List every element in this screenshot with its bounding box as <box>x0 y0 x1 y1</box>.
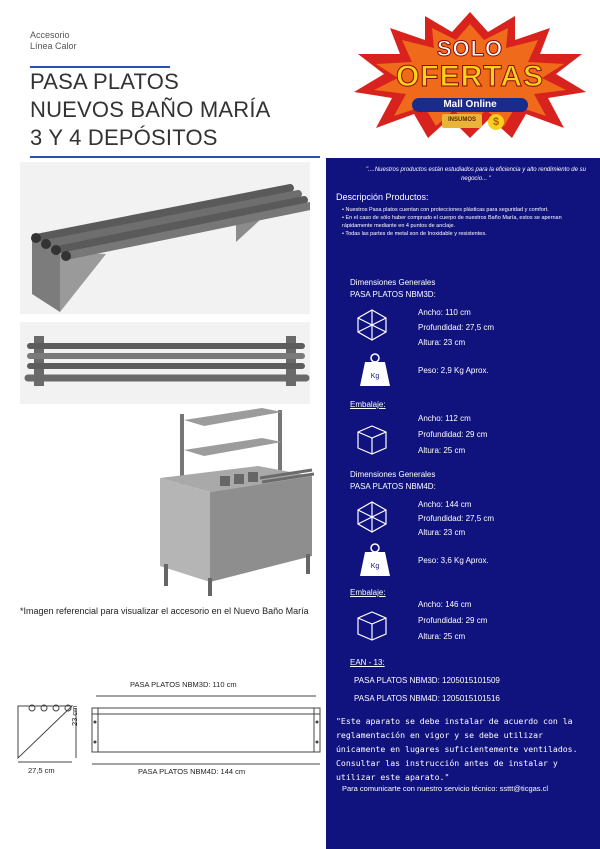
coin-icon: $ <box>488 114 504 130</box>
dim-title-1: Dimensiones Generales <box>350 278 436 287</box>
emb-altura-2: Altura: 25 cm <box>418 632 466 641</box>
category-line2: Línea Calor <box>30 41 77 51</box>
dim-title-2: Dimensiones Generales <box>350 470 436 479</box>
brand-logo <box>350 10 590 140</box>
contact-line: Para comunicarte con nuestro servicio técnico: ssttt@ticgas.cl <box>342 784 549 793</box>
altura-2: Altura: 23 cm <box>418 528 466 537</box>
panel-quote: "....Nuestros productos están estudiados para la eficiencia y alto rendimiento de su negocio... " <box>366 167 586 182</box>
model-name-2: PASA PLATOS NBM4D: <box>350 482 436 491</box>
emb-title-2: Embalaje: <box>350 588 386 597</box>
install-notice: "Este aparato se debe instalar de acuerdo con la reglamentación en vigor y se debe utilizar únicamente en lugares suficientemente ventilados. Consultar las instrucción antes de instalar y utilizar este aparato." <box>336 716 578 782</box>
page-title <box>30 68 271 152</box>
kg-label-1: Kg <box>370 373 380 380</box>
image-caption: *Imagen referencial para visualizar el accesorio en el Nuevo Baño María <box>20 606 309 616</box>
emb-profundidad-2: Profundidad: 29 cm <box>418 616 488 625</box>
ean-2: PASA PLATOS NBM4D: 1205015101516 <box>354 694 500 703</box>
desc-bullets <box>342 206 592 238</box>
drawing-depth-label: 27,5 cm <box>28 766 55 775</box>
desc-bullet: • En el caso de sólo haber comprado el cuerpo de nuestros Baño María, estos se apernan rápidamente mediante en 4 puntos de anclaje. <box>342 215 562 229</box>
logo-badge: INSUMOS <box>447 117 476 123</box>
ancho-2: Ancho: 144 cm <box>418 500 472 509</box>
logo-ofertas: OFERTAS <box>395 60 545 93</box>
weight-icon <box>358 352 392 388</box>
weight-icon <box>358 542 392 578</box>
ean-title: EAN - 13: <box>350 658 385 667</box>
desc-title: Descripción Productos: <box>336 192 429 202</box>
drawing-top-label: PASA PLATOS NBM3D: 110 cm <box>130 680 237 689</box>
product-image-bano-maria <box>150 406 314 598</box>
package-icon <box>352 420 392 458</box>
profundidad-2: Profundidad: 27,5 cm <box>418 514 495 523</box>
logo-solo: SOLO <box>436 36 504 61</box>
package-icon <box>352 606 392 644</box>
emb-altura-1: Altura: 25 cm <box>418 446 466 455</box>
emb-ancho-1: Ancho: 112 cm <box>418 414 471 423</box>
category-label <box>30 30 77 52</box>
desc-bullet: • Nuestros Pasa platos cuentan con protecciones plásticas para seguridad y comfort. <box>342 207 549 213</box>
title-line2: NUEVOS BAÑO MARÍA <box>30 97 271 122</box>
category-line1: Accesorio <box>30 30 70 40</box>
dimensions-icon <box>352 304 392 344</box>
drawing-height-label: 23 cm <box>70 705 79 726</box>
dimensions-icon <box>352 496 392 536</box>
title-rule-bottom <box>30 156 320 158</box>
profundidad-1: Profundidad: 27,5 cm <box>418 323 495 332</box>
emb-ancho-2: Ancho: 146 cm <box>418 600 472 609</box>
peso-1: Peso: 2,9 Kg Aprox. <box>418 366 489 375</box>
model-name-1: PASA PLATOS NBM3D: <box>350 290 436 299</box>
kg-label-2: Kg <box>370 563 380 570</box>
drawing-bottom-label: PASA PLATOS NBM4D: 144 cm <box>138 767 246 776</box>
altura-1: Altura: 23 cm <box>418 338 466 347</box>
ean-1: PASA PLATOS NBM3D: 1205015101509 <box>354 676 500 685</box>
desc-bullet: • Todas las partes de metal son de Inoxidable y resistentes. <box>342 231 487 237</box>
peso-2: Peso: 3,6 Kg Aprox. <box>418 556 489 565</box>
ancho-1: Ancho: 110 cm <box>418 308 471 317</box>
emb-title-1: Embalaje: <box>350 400 386 409</box>
title-line3: 3 Y 4 DEPÓSITOS <box>30 125 218 150</box>
product-image-front <box>20 322 310 404</box>
technical-drawing <box>10 672 324 782</box>
spec-panel <box>326 158 600 849</box>
emb-profundidad-1: Profundidad: 29 cm <box>418 430 488 439</box>
title-line1: PASA PLATOS <box>30 69 179 94</box>
product-image-perspective <box>20 162 310 314</box>
logo-mall-online: Mall Online <box>443 99 497 110</box>
